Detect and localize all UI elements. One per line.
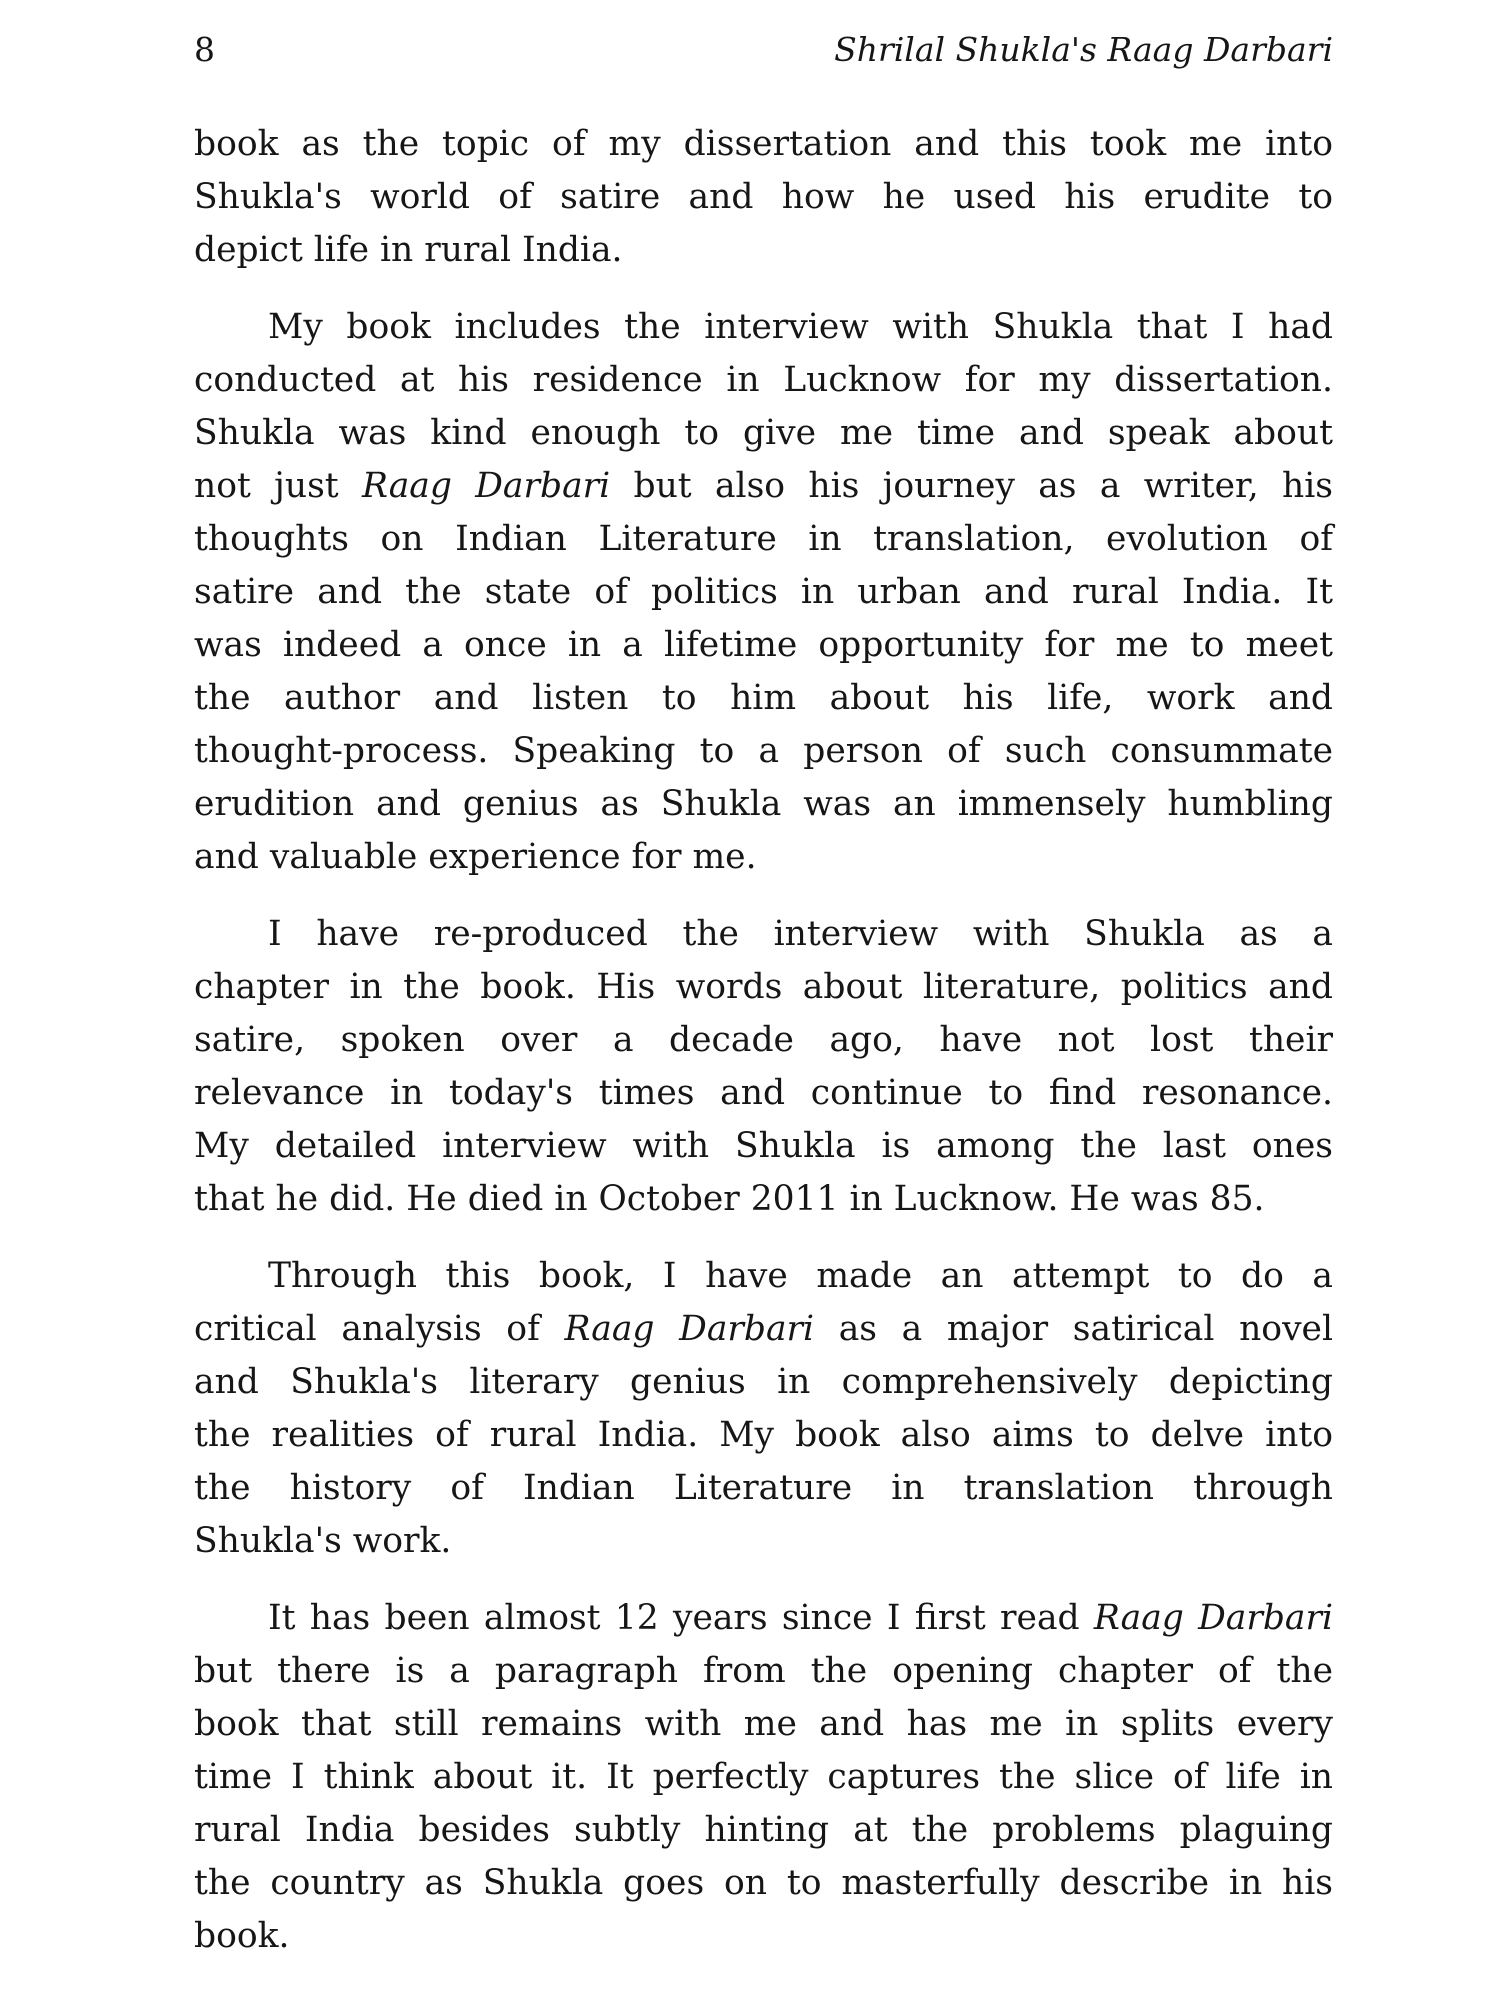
- italic-title: Raag Darbari: [1093, 1598, 1334, 1638]
- text-segment: book that still remains with me and has me in splits every: [194, 1704, 1333, 1744]
- text-segment: was indeed a once in a lifetime opportunity for me to meet: [194, 625, 1333, 665]
- text-line: [194, 831, 1333, 884]
- running-title: Shrilal Shukla's Raag Darbari: [834, 30, 1333, 69]
- text-segment: thoughts on Indian Literature in translation, evolution of: [194, 519, 1333, 559]
- text-segment: It has been almost 12 years since I first read: [268, 1598, 1094, 1638]
- text-line: [194, 224, 1333, 277]
- text-segment: thought-process. Speaking to a person of such consummate: [194, 731, 1333, 771]
- text-line: [194, 672, 1333, 725]
- text-line: [194, 1592, 1333, 1645]
- text-segment: satire and the state of politics in urban and rural India. It: [194, 572, 1333, 612]
- text-segment: as a major satirical novel: [814, 1309, 1334, 1349]
- text-segment: Shukla's world of satire and how he used his erudite to: [194, 177, 1333, 217]
- text-line: [194, 171, 1333, 224]
- text-line: [194, 1857, 1333, 1910]
- text-segment: Shukla's work.: [194, 1521, 452, 1561]
- text-line: [194, 301, 1333, 354]
- text-line: [194, 1067, 1333, 1120]
- text-line: [194, 354, 1333, 407]
- paragraph: [194, 118, 1333, 277]
- text-line: [194, 1698, 1333, 1751]
- text-line: [194, 513, 1333, 566]
- text-segment: erudition and genius as Shukla was an immensely humbling: [194, 784, 1333, 824]
- text-line: [194, 1303, 1333, 1356]
- text-segment: not just: [194, 466, 362, 506]
- body-text: [194, 118, 1333, 1987]
- text-segment: and valuable experience for me.: [194, 837, 757, 877]
- text-segment: but there is a paragraph from the opening chapter of the: [194, 1651, 1333, 1691]
- text-segment: Through this book, I have made an attempt to do a: [268, 1256, 1333, 1296]
- text-segment: conducted at his residence in Lucknow for my dissertation.: [194, 360, 1333, 400]
- text-segment: the realities of rural India. My book also aims to delve into: [194, 1415, 1333, 1455]
- text-segment: that he did. He died in October 2011 in Lucknow. He was 85.: [194, 1179, 1265, 1219]
- text-segment: depict life in rural India.: [194, 230, 623, 270]
- text-line: [194, 1910, 1333, 1963]
- text-line: [194, 725, 1333, 778]
- text-line: [194, 1356, 1333, 1409]
- italic-title: Raag Darbari: [564, 1309, 815, 1349]
- text-segment: and Shukla's literary genius in comprehensively depicting: [194, 1362, 1333, 1402]
- text-line: [194, 1120, 1333, 1173]
- text-segment: satire, spoken over a decade ago, have not lost their: [194, 1020, 1333, 1060]
- italic-title: Raag Darbari: [361, 466, 611, 506]
- text-line: [194, 118, 1333, 171]
- text-segment: I have re-produced the interview with Shukla as a: [268, 914, 1333, 954]
- text-line: [194, 1462, 1333, 1515]
- text-line: [194, 407, 1333, 460]
- text-line: [194, 1804, 1333, 1857]
- paragraph: [194, 1592, 1333, 1963]
- text-segment: the country as Shukla goes on to masterfully describe in his: [194, 1863, 1333, 1903]
- text-segment: the author and listen to him about his life, work and: [194, 678, 1333, 718]
- text-line: [194, 1515, 1333, 1568]
- page-header: [194, 30, 1333, 80]
- text-segment: rural India besides subtly hinting at the problems plaguing: [194, 1810, 1333, 1850]
- text-segment: the history of Indian Literature in translation through: [194, 1468, 1333, 1508]
- page-number: 8: [194, 30, 215, 69]
- text-segment: but also his journey as a writer, his: [610, 466, 1333, 506]
- text-segment: relevance in today's times and continue to find resonance.: [194, 1073, 1333, 1113]
- text-segment: critical analysis of: [194, 1309, 565, 1349]
- text-line: [194, 619, 1333, 672]
- text-line: [194, 778, 1333, 831]
- text-line: [194, 1409, 1333, 1462]
- text-line: [194, 961, 1333, 1014]
- text-segment: My book includes the interview with Shukla that I had: [268, 307, 1333, 347]
- paragraph: [194, 908, 1333, 1226]
- text-line: [194, 1014, 1333, 1067]
- text-line: [194, 1751, 1333, 1804]
- text-segment: time I think about it. It perfectly captures the slice of life in: [194, 1757, 1333, 1797]
- text-segment: book as the topic of my dissertation and this took me into: [194, 124, 1333, 164]
- text-line: [194, 566, 1333, 619]
- text-line: [194, 1250, 1333, 1303]
- text-line: [194, 908, 1333, 961]
- text-line: [194, 460, 1333, 513]
- text-segment: chapter in the book. His words about literature, politics and: [194, 967, 1333, 1007]
- text-segment: book.: [194, 1916, 290, 1956]
- text-segment: Shukla was kind enough to give me time and speak about: [194, 413, 1333, 453]
- paragraph: [194, 1250, 1333, 1568]
- text-segment: My detailed interview with Shukla is among the last ones: [194, 1126, 1333, 1166]
- text-line: [194, 1173, 1333, 1226]
- paragraph: [194, 301, 1333, 884]
- text-line: [194, 1645, 1333, 1698]
